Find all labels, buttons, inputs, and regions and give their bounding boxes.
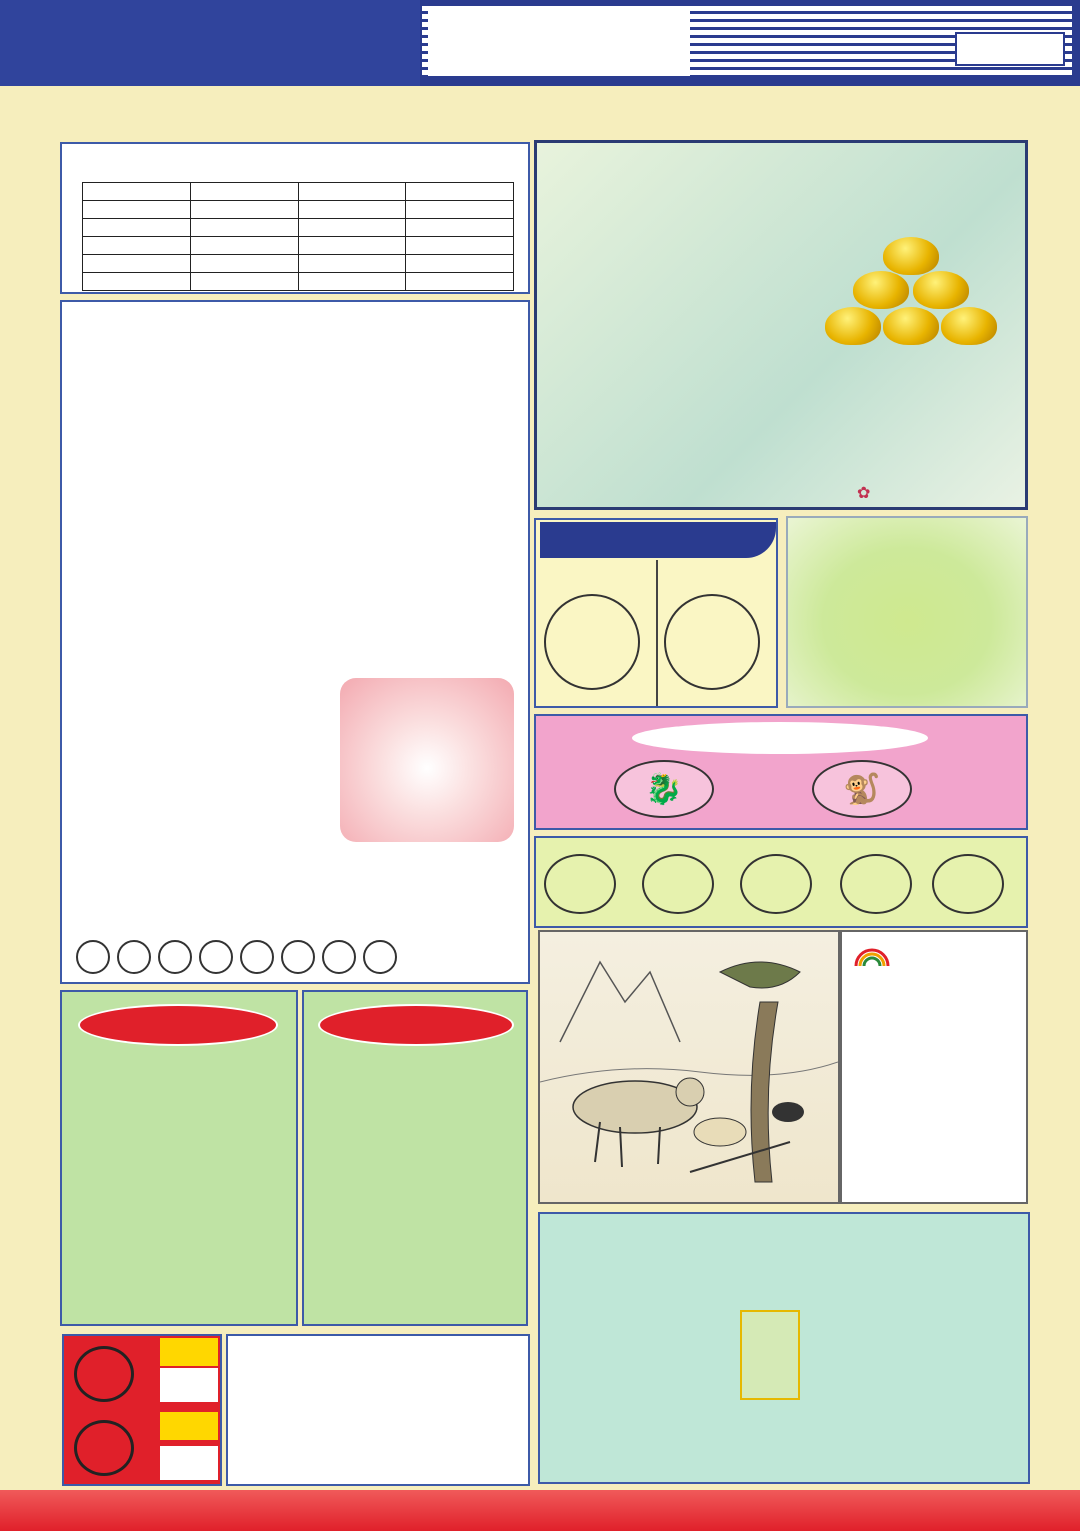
prediction-panel — [60, 990, 298, 1326]
table-cell-door — [83, 201, 191, 219]
header-bar — [0, 0, 1080, 86]
table-cell — [190, 237, 298, 255]
table-cell — [190, 219, 298, 237]
special-odd — [664, 594, 760, 690]
table-cell-door — [83, 237, 191, 255]
table-row — [83, 255, 514, 273]
table-cell — [190, 273, 298, 291]
table-row — [83, 201, 514, 219]
number-ball — [363, 940, 397, 974]
lucky-zodiac-title — [632, 722, 928, 754]
number-ball — [740, 854, 812, 914]
number-ball — [199, 940, 233, 974]
number-ball — [932, 854, 1004, 914]
appear-value — [160, 1368, 218, 1402]
table-cell — [298, 273, 406, 291]
edition-label — [955, 32, 1065, 66]
gold-formula-panel — [226, 1334, 530, 1486]
table-cell — [406, 201, 514, 219]
bottom-band — [0, 1490, 1080, 1531]
divider — [656, 560, 658, 706]
secret-picture — [340, 678, 514, 842]
gold-ingot-icon — [883, 307, 939, 345]
table-cell — [298, 237, 406, 255]
table-header-row — [83, 183, 514, 201]
monkey-icon: 🐒 — [812, 760, 912, 818]
table-header — [83, 183, 191, 201]
number-ball — [840, 854, 912, 914]
border-right — [1036, 138, 1072, 1488]
appear-number — [74, 1346, 134, 1402]
special-code-panel — [534, 518, 778, 708]
table-header — [406, 183, 514, 201]
ink-drawing — [538, 930, 840, 1204]
table-cell — [298, 255, 406, 273]
border-top — [8, 94, 1072, 136]
dragon-icon: 🐉 — [614, 760, 714, 818]
number-ball — [281, 940, 315, 974]
number-ball — [322, 940, 356, 974]
table-cell — [298, 219, 406, 237]
appear-tag — [160, 1338, 218, 1366]
lucky-numbers-panel — [534, 836, 1028, 928]
rainbow-icon — [852, 940, 892, 970]
table-cell — [406, 237, 514, 255]
prediction-title — [78, 1004, 278, 1046]
logo-mark-text: ✿ — [857, 485, 871, 502]
logo-panel — [534, 140, 1028, 510]
meeting-panel — [60, 300, 530, 984]
appear-number — [74, 1420, 134, 1476]
gold-ingot-icon — [941, 307, 997, 345]
table-cell-door — [83, 219, 191, 237]
zodiac-poem-panel — [302, 990, 528, 1326]
number-ball — [240, 940, 274, 974]
table-row — [83, 219, 514, 237]
door-stats-panel — [60, 142, 530, 294]
table-cell — [190, 201, 298, 219]
border-left — [8, 138, 44, 1488]
number-ball — [76, 940, 110, 974]
table-header — [298, 183, 406, 201]
table-cell — [298, 201, 406, 219]
table-header — [190, 183, 298, 201]
ox-scene-illustration — [540, 932, 838, 1202]
number-ball — [544, 854, 616, 914]
table-cell — [406, 219, 514, 237]
special-big — [544, 594, 640, 690]
number-ball — [642, 854, 714, 914]
number-ball — [117, 940, 151, 974]
table-cell-door — [83, 273, 191, 291]
gold-ingot-icon — [913, 271, 969, 309]
header-title-box — [428, 10, 690, 76]
selected-numbers — [76, 940, 397, 974]
stamp-decoration — [740, 1310, 800, 1400]
green-blank-panel — [786, 516, 1028, 708]
table-cell — [406, 255, 514, 273]
lucky-zodiac-panel — [534, 714, 1028, 830]
gold-ingot-icon — [825, 307, 881, 345]
appear-tag — [160, 1412, 218, 1440]
table-row — [83, 273, 514, 291]
table-row — [83, 237, 514, 255]
zodiac-poem-title — [318, 1004, 514, 1046]
table-cell-door — [83, 255, 191, 273]
special-code-title — [540, 522, 776, 558]
header-left-panel — [0, 0, 420, 86]
gold-ingot-icon — [853, 271, 909, 309]
number-ball — [158, 940, 192, 974]
appear-value — [160, 1446, 218, 1480]
gold-ingot-icon — [883, 237, 939, 275]
almanac-panel — [538, 1212, 1030, 1484]
table-cell — [190, 255, 298, 273]
character-verse-panel — [840, 930, 1028, 1204]
table-cell — [406, 273, 514, 291]
door-stats-table — [82, 182, 514, 291]
appearance-count-panel — [62, 1334, 222, 1486]
